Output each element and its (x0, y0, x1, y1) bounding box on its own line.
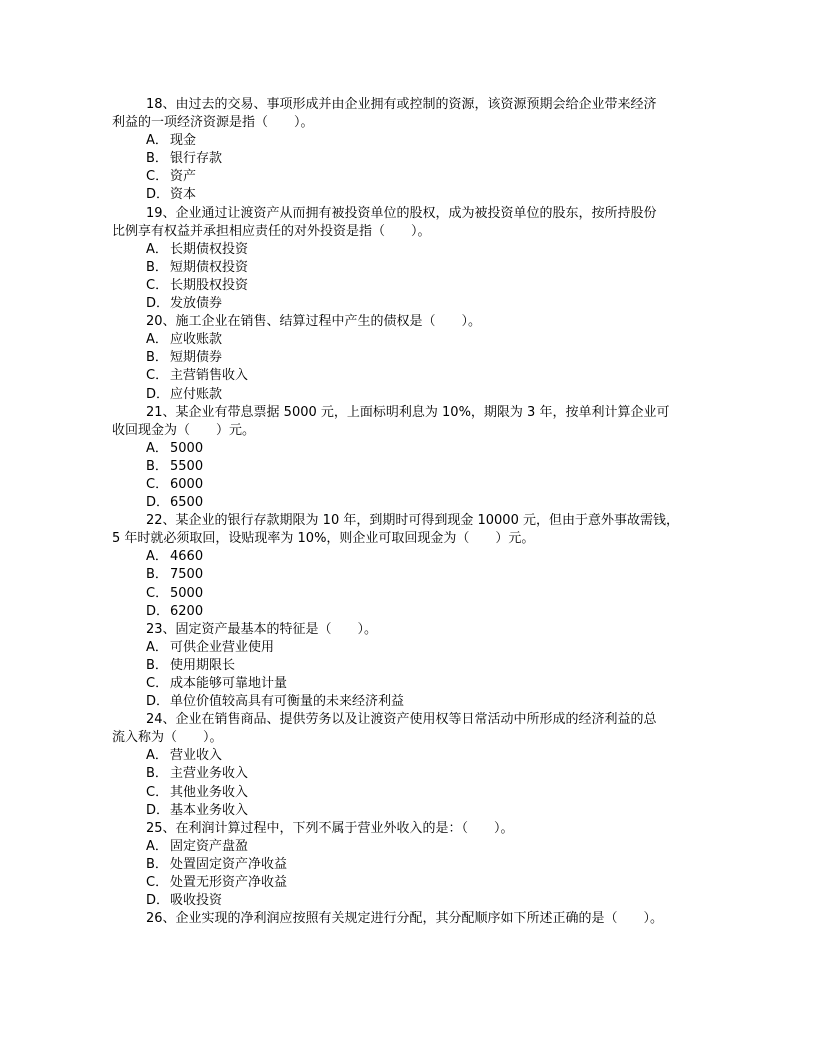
option-letter: C． (146, 585, 169, 601)
option-text: 5000 (170, 440, 204, 456)
option-letter: C． (146, 875, 169, 891)
option-text: 现金 (170, 133, 197, 149)
option-letter: A． (146, 332, 168, 348)
option-letter: D． (146, 802, 170, 818)
option-text: 营业收入 (170, 748, 223, 764)
question-stem-line: 20、施工企业在销售、结算过程中产生的债权是（ ）。 (146, 314, 482, 330)
option-letter: C． (146, 784, 169, 800)
answer-option (112, 566, 702, 584)
answer-option (112, 349, 702, 367)
option-text: 单位价值较高具有可衡量的未来经济利益 (170, 694, 405, 710)
answer-option (112, 494, 702, 512)
option-text: 资产 (170, 169, 197, 185)
option-text: 处置固定资产净收益 (170, 856, 288, 872)
option-text: 4660 (170, 549, 204, 565)
question-block (112, 820, 702, 910)
option-letter: B． (146, 151, 168, 167)
answer-option (112, 386, 702, 404)
answer-option (112, 765, 702, 783)
question-block (112, 404, 702, 513)
option-text: 主营业务收入 (170, 766, 249, 782)
option-letter: B． (146, 766, 168, 782)
answer-option (112, 295, 702, 313)
option-text: 银行存款 (170, 151, 223, 167)
option-letter: D． (146, 187, 170, 203)
option-letter: C． (146, 277, 169, 293)
option-letter: B． (146, 856, 168, 872)
answer-option (112, 874, 702, 892)
option-letter: D． (146, 893, 170, 909)
answer-option (112, 548, 702, 566)
answer-option (112, 802, 702, 820)
answer-option (112, 331, 702, 349)
answer-option (112, 856, 702, 874)
answer-option (112, 892, 702, 910)
option-text: 使用期限长 (170, 657, 236, 673)
option-text: 5000 (170, 585, 204, 601)
answer-option (112, 603, 702, 621)
option-text: 5500 (170, 458, 204, 474)
option-letter: A． (146, 241, 168, 257)
option-text: 长期债权投资 (170, 241, 249, 257)
option-letter: A． (146, 133, 168, 149)
answer-option (112, 132, 702, 150)
option-text: 应收账款 (170, 332, 223, 348)
question-stem-line: 比例享有权益并承担相应责任的对外投资是指（ ）。 (112, 223, 431, 239)
option-text: 6000 (170, 476, 204, 492)
answer-option (112, 838, 702, 856)
option-letter: B． (146, 350, 168, 366)
option-text: 发放债券 (170, 296, 223, 312)
question-stem-line: 19、企业通过让渡资产从而拥有被投资单位的股权，成为被投资单位的股东，按所持股份 (146, 205, 657, 221)
option-letter: A． (146, 440, 168, 456)
question-block (112, 621, 702, 711)
option-letter: B． (146, 657, 168, 673)
option-letter: D． (146, 603, 170, 619)
option-text: 固定资产盘盈 (170, 838, 249, 854)
option-text: 基本业务收入 (170, 802, 249, 818)
question-stem-line: 23、固定资产最基本的特征是（ ）。 (146, 621, 378, 637)
question-block (112, 512, 702, 621)
question-stem-line: 收回现金为（ ）元。 (112, 422, 256, 438)
option-text: 主营销售收入 (170, 368, 249, 384)
question-stem-line: 22、某企业的银行存款期限为 10 年，到期时可得到现金 10000 元，但由于意外事故需钱， (146, 513, 679, 529)
option-text: 短期债权投资 (170, 259, 249, 275)
answer-option (112, 476, 702, 494)
option-letter: B． (146, 567, 168, 583)
question-block (112, 96, 702, 205)
option-letter: D． (146, 495, 170, 511)
option-letter: A． (146, 748, 168, 764)
option-letter: D． (146, 296, 170, 312)
option-text: 处置无形资产净收益 (170, 875, 288, 891)
option-letter: D． (146, 386, 170, 402)
answer-option (112, 784, 702, 802)
answer-option (112, 186, 702, 204)
question-block (112, 711, 702, 820)
question-stem-line: 利益的一项经济资源是指（ ）。 (112, 115, 314, 131)
option-letter: C． (146, 169, 169, 185)
option-text: 应付账款 (170, 386, 223, 402)
question-stem-line: 25、在利润计算过程中，下列不属于营业外收入的是：（ ）。 (146, 820, 514, 836)
answer-option (112, 367, 702, 385)
option-text: 短期债券 (170, 350, 223, 366)
question-stem-line: 24、企业在销售商品、提供劳务以及让渡资产使用权等日常活动中所形成的经济利益的总 (146, 712, 657, 728)
question-block (112, 313, 702, 403)
question-stem-line: 18、由过去的交易、事项形成并由企业拥有或控制的资源，该资源预期会给企业带来经济 (146, 97, 657, 112)
answer-option (112, 458, 702, 476)
answer-option (112, 150, 702, 168)
question-stem-line: 流入称为（ ）。 (112, 730, 223, 746)
answer-option (112, 440, 702, 458)
option-text: 成本能够可靠地计量 (170, 676, 288, 691)
answer-option (112, 675, 702, 693)
option-text: 长期股权投资 (170, 277, 249, 293)
option-text: 6500 (170, 495, 204, 511)
question-list (112, 96, 702, 928)
option-text: 资本 (170, 187, 197, 203)
option-letter: A． (146, 838, 168, 854)
answer-option (112, 585, 702, 603)
answer-option (112, 259, 702, 277)
option-letter: C． (146, 676, 169, 691)
option-letter: A． (146, 549, 168, 565)
option-letter: B． (146, 458, 168, 474)
question-stem-line: 21、某企业有带息票据 5000 元，上面标明利息为 10%，期限为 3 年，按单利计算企业可 (146, 404, 670, 420)
answer-option (112, 277, 702, 295)
option-letter: B． (146, 259, 168, 275)
answer-option (112, 639, 702, 657)
option-text: 其他业务收入 (170, 784, 249, 800)
question-block (112, 910, 702, 928)
option-text: 可供企业营业使用 (170, 639, 275, 655)
option-text: 7500 (170, 567, 204, 583)
option-letter: C． (146, 368, 169, 384)
answer-option (112, 747, 702, 765)
answer-option (112, 168, 702, 186)
question-stem-line: 5 年时就必须取回，设贴现率为 10%，则企业可取回现金为（ ）元。 (112, 531, 535, 547)
answer-option (112, 657, 702, 675)
option-letter: A． (146, 639, 168, 655)
option-text: 吸收投资 (170, 893, 223, 909)
option-letter: C． (146, 476, 169, 492)
option-text: 6200 (170, 603, 204, 619)
question-block (112, 205, 702, 314)
question-stem-line: 26、企业实现的净利润应按照有关规定进行分配，其分配顺序如下所述正确的是（ ）。 (146, 911, 664, 927)
option-letter: D． (146, 694, 170, 710)
answer-option (112, 241, 702, 259)
answer-option (112, 693, 702, 711)
